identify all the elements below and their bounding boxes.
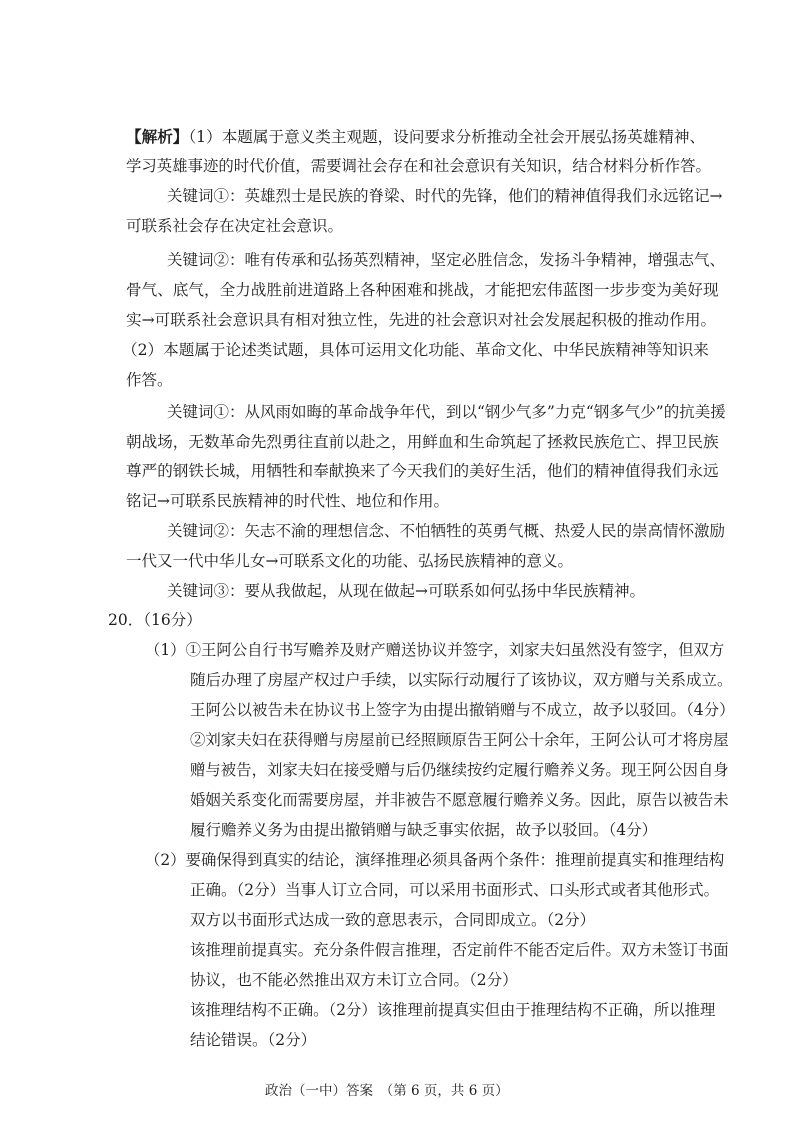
question-20-part-2-line-6: 该推理结构不正确。（2分）该推理前提真实但由于推理结构不正确，所以推理 <box>190 1001 716 1019</box>
keyword-2-line-2: 骨气、底气，全力战胜前进道路上各种困难和挑战，才能把宏伟蓝图一步步变为美好现 <box>126 281 719 299</box>
keyword-5-line-1: 关键词③：要从我做起，从现在做起→可联系如何弘扬中华民族精神。 <box>167 582 645 600</box>
question-20-part-1-line-5: 赠与被告，刘家夫妇在接受赠与后仍继续按约定履行赡养义务。现王阿公因自身 <box>190 761 729 779</box>
question-20-part-1-line-2: 随后办理了房屋产权过户手续，以实际行动履行了该协议，双方赠与关系成立。 <box>190 671 733 689</box>
keyword-4-line-1: 关键词②：矢志不渝的理想信念、不怕牺牲的英勇气概、热爱人民的崇高情怀激励 <box>167 522 726 540</box>
analysis-paragraph-2-line-1: （2）本题属于论述类试题，具体可运用文化功能、革命文化、中华民族精神等知识来 <box>122 341 709 359</box>
keyword-3-line-2: 朝战场，无数革命先烈勇往直前以赴之，用鲜血和生命筑起了拯救民族危亡、捍卫民族 <box>126 433 719 451</box>
analysis-label: 【解析】 <box>126 127 189 146</box>
question-20-part-2-line-5: 协议，也不能必然推出双方未订立合同。（2分） <box>190 971 518 989</box>
keyword-2-line-1: 关键词②：唯有传承和弘扬英烈精神，坚定必胜信念，发扬斗争精神，增强志气、 <box>167 251 726 269</box>
question-20-header: 20．（16分） <box>108 611 202 629</box>
page-footer: 政治（一中）答案 （第 6 页，共 6 页） <box>265 1083 509 1099</box>
question-20-part-2-line-3: 双方以书面形式达成一致的意思表示，合同即成立。（2分） <box>190 911 596 929</box>
analysis-paragraph-2-line-2: 作答。 <box>126 371 173 389</box>
keyword-3-line-3: 尊严的钢铁长城，用牺牲和奉献换来了今天我们的美好生活，他们的精神值得我们永远 <box>126 462 719 480</box>
question-20-part-2-line-4: 该推理前提真实。充分条件假言推理，否定前件不能否定后件。双方未签订书面 <box>190 941 729 959</box>
question-20-part-1-line-3: 王阿公以被告未在协议书上签字为由提出撤销赠与不成立，故予以驳回。（4分） <box>190 701 735 719</box>
keyword-3-line-1: 关键词①：从风雨如晦的革命战争年代，到以“钢少气多”力克“钢多气少”的抗美援 <box>167 403 726 421</box>
keyword-2-line-3: 实→可联系社会意识具有相对独立性，先进的社会意识对社会发展起积极的推动作用。 <box>126 311 717 329</box>
question-20-part-1-line-4: ②刘家夫妇在获得赠与房屋前已经照顾原告王阿公十余年，王阿公认可才将房屋 <box>190 731 729 749</box>
question-20-part-2-line-7: 结论错误。（2分） <box>190 1031 317 1049</box>
keyword-1-line-1: 关键词①：英雄烈士是民族的脊梁、时代的先锋，他们的精神值得我们永远铭记→ <box>167 187 723 205</box>
question-20-part-2-line-2: 正确。（2分）当事人订立合同，可以采用书面形式、口头形式或者其他形式。 <box>190 881 720 899</box>
analysis-paragraph-1-line-2: 学习英雄事迹的时代价值，需要调社会存在和社会意识有关知识，结合材料分析作答。 <box>126 157 711 175</box>
keyword-1-line-2: 可联系社会存在决定社会意识。 <box>126 217 344 235</box>
analysis-line-text: （1）本题属于意义类主观题，设问要求分析推动全社会开展弘扬英雄精神、 <box>188 128 706 146</box>
keyword-3-line-4: 铭记→可联系民族精神的时代性、地位和作用。 <box>126 492 449 510</box>
keyword-4-line-2: 一代又一代中华儿女→可联系文化的功能、弘扬民族精神的意义。 <box>126 552 573 570</box>
question-20-part-1-line-6: 婚姻关系变化而需要房屋，并非被告不愿意履行赡养义务。因此，原告以被告未 <box>190 791 729 809</box>
question-20-part-1-line-7: 履行赡养义务为由提出撤销赠与缺乏事实依据，故予以驳回。（4分） <box>190 821 658 839</box>
analysis-paragraph-1-line-1 <box>126 127 705 147</box>
question-20-part-1-line-1: （1）①王阿公自行书写赡养及财产赠送协议并签字，刘家夫妇虽然没有签字，但双方 <box>145 641 725 659</box>
question-20-part-2-line-1: （2）要确保得到真实的结论，演绎推理必须具备两个条件：推理前提真实和推理结构 <box>145 851 725 869</box>
